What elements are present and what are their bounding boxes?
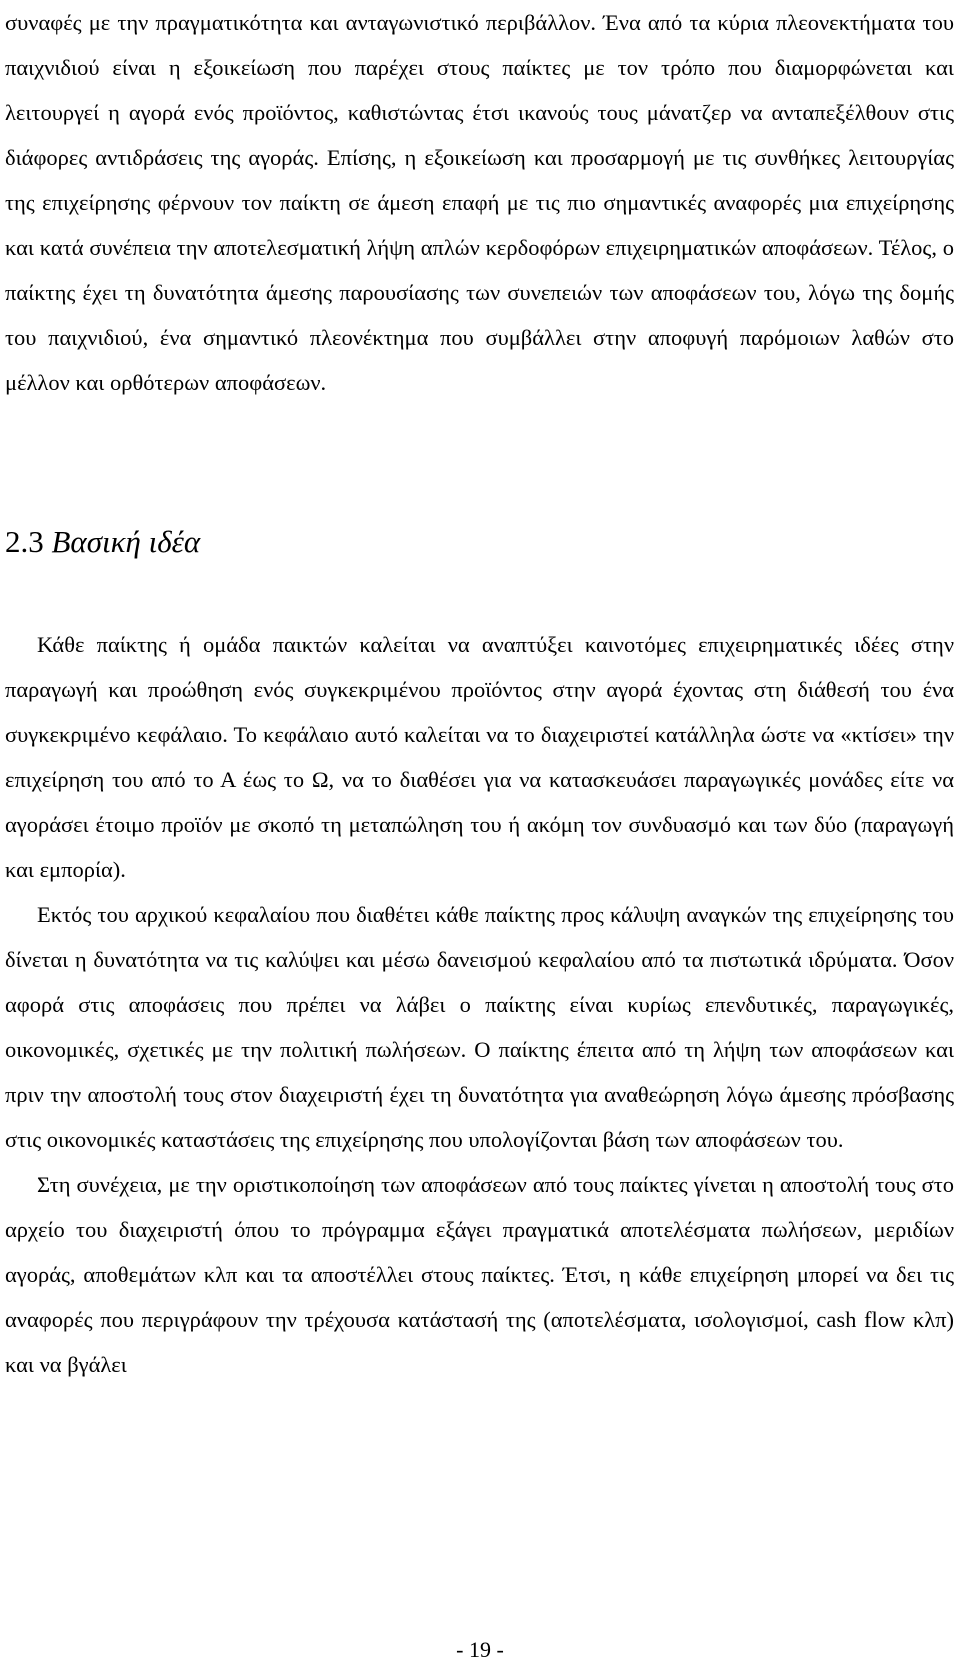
paragraph-results-processing: Στη συνέχεια, με την οριστικοποίηση των αποφάσεων από τους παίκτες γίνεται η αποστολή τους στο αρχείο του διαχειριστή όπου το πρόγραμμα εξάγει πραγματικά αποτελέσματα πωλήσεων, μεριδίων αγοράς, αποθεμάτων κλπ και τα αποστέλλει στους παίκτες. Έτσι, η κάθε επιχείρηση μπορεί να δει τις αναφορές που περιγράφουν την τρέχουσα κατάστασή της (αποτελέσματα, ισολογισμοί, cash flow κλπ) και να βγάλει — [5, 1172, 954, 1377]
body-text-top — [5, 0, 954, 405]
section-body — [5, 622, 954, 1387]
paragraph-basic-idea: Κάθε παίκτης ή ομάδα παικτών καλείται να αναπτύξει καινοτόμες επιχειρηματικές ιδέες στην παραγωγή και προώθηση ενός συγκεκριμένου προϊόντος στην αγορά έχοντας στη διάθεσή του ένα συγκεκριμένο κεφάλαιο. Το κεφάλαιο αυτό καλείται να το διαχειριστεί κατάλληλα ώστε να «κτίσει» την επιχείρηση του από το Α έως το Ω, να το διαθέσει για να κατασκευάσει παραγωγικές μονάδες είτε να αγοράσει έτοιμο προϊόν με σκοπό τη μεταπώληση του ή ακόμη τον συνδυασμό και των δύο (παραγωγή και εμπορία). — [5, 632, 954, 882]
page-number: - 19 - — [456, 1637, 504, 1662]
section-heading — [5, 522, 200, 562]
continuation-paragraph: συναφές με την πραγματικότητα και ανταγωνιστικό περιβάλλον. Ένα από τα κύρια πλεονεκτήματα του παιχνιδιού είναι η εξοικείωση που παρέχει στους παίκτες με τον τρόπο που διαμορφώνεται και λειτουργεί η αγορά ενός προϊόντος, καθιστώντας έτσι ικανούς τους μάνατζερ να ανταπεξέλθουν στις διάφορες αντιδράσεις της αγοράς. Επίσης, η εξοικείωση και προσαρμογή με τις συνθήκες λειτουργίας της επιχείρησης φέρνουν τον παίκτη σε άμεση επαφή με τις πιο σημαντικές αναφορές μια επιχείρησης και κατά συνέπεια την αποτελεσματική λήψη απλών κερδοφόρων επιχειρηματικών αποφάσεων. Τέλος, ο παίκτης έχει τη δυνατότητα άμεσης παρουσίασης των συνεπειών των αποφάσεων του, λόγω της δομής του παιχνιδιού, ένα σημαντικό πλεονέκτημα που συμβάλλει στην αποφυγή παρόμοιων λαθών στο μέλλον και ορθότερων αποφάσεων. — [5, 10, 954, 395]
paragraph-capital-decisions: Εκτός του αρχικού κεφαλαίου που διαθέτει κάθε παίκτης προς κάλυψη αναγκών της επιχείρησης του δίνεται η δυνατότητα να τις καλύψει και μέσω δανεισμού κεφαλαίου από τα πιστωτικά ιδρύματα. Όσον αφορά στις αποφάσεις που πρέπει να λάβει ο παίκτης είναι κυρίως επενδυτικές, παραγωγικές, οικονομικές, σχετικές με την πολιτική πωλήσεων. Ο παίκτης έπειτα από τη λήψη των αποφάσεων και πριν την αποστολή τους στον διαχειριστή έχει τη δυνατότητα για αναθεώρηση λόγω άμεσης πρόσβασης στις οικονομικές καταστάσεις της επιχείρησης που υπολογίζονται βάση των αποφάσεων του. — [5, 902, 954, 1152]
section-title: Βασική ιδέα — [51, 524, 201, 559]
section-number: 2.3 — [5, 524, 44, 559]
